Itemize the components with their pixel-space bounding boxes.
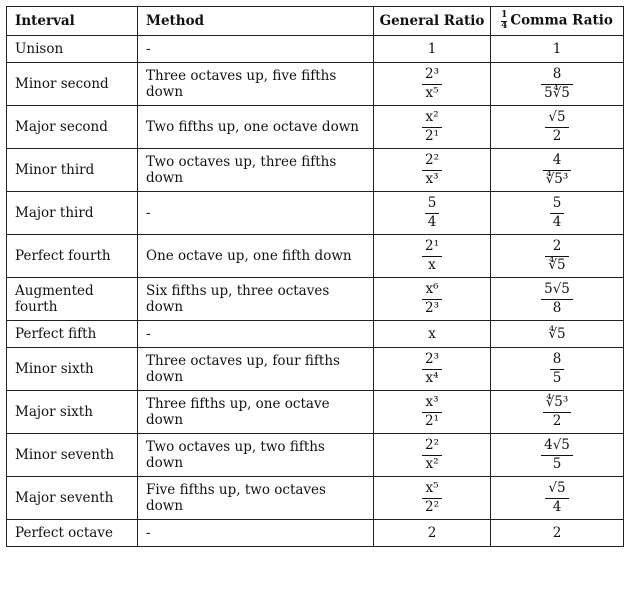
interval-name: Minor third xyxy=(7,149,138,192)
table-row xyxy=(7,477,624,520)
fraction-denominator: 5 xyxy=(552,369,562,386)
comma-ratio-fraction xyxy=(545,110,568,144)
general-ratio-cell xyxy=(374,36,491,63)
general-ratio-cell xyxy=(374,192,491,235)
comma-ratio-cell xyxy=(491,321,624,348)
comma-ratio-cell xyxy=(491,477,624,520)
fraction-denominator: 2¹ xyxy=(424,412,439,429)
method-cell: One octave up, one fifth down xyxy=(138,235,374,278)
interval-name: Major seventh xyxy=(7,477,138,520)
fraction-denominator: 5∜5 xyxy=(544,84,570,101)
comma-ratio-cell xyxy=(491,348,624,391)
general-ratio-fraction xyxy=(422,153,442,187)
general-ratio-fraction xyxy=(425,196,440,230)
table-row xyxy=(7,348,624,391)
method-cell: - xyxy=(138,36,374,63)
fraction-numerator: 2³ xyxy=(422,352,442,370)
comma-ratio-fraction xyxy=(545,481,568,515)
general-ratio-fraction xyxy=(422,282,442,316)
interval-name: Major third xyxy=(7,192,138,235)
fraction-numerator: 5 xyxy=(550,196,565,214)
table-row xyxy=(7,391,624,434)
table-row xyxy=(7,36,624,63)
header-comma-ratio xyxy=(491,7,624,36)
fraction-numerator: x⁶ xyxy=(422,282,442,300)
fraction-numerator: x⁵ xyxy=(422,481,442,499)
fraction-numerator: 5 xyxy=(425,196,440,214)
interval-name: Major sixth xyxy=(7,391,138,434)
comma-ratio-fraction xyxy=(550,196,565,230)
method-cell: Three octaves up, four fifths down xyxy=(138,348,374,391)
general-ratio-cell xyxy=(374,106,491,149)
method-cell: Two octaves up, three fifths down xyxy=(138,149,374,192)
comma-ratio-cell xyxy=(491,434,624,477)
general-ratio-cell xyxy=(374,434,491,477)
general-ratio-fraction xyxy=(422,239,442,273)
table-header-row xyxy=(7,7,624,36)
general-ratio-cell xyxy=(374,348,491,391)
interval-name: Minor second xyxy=(7,63,138,106)
interval-name: Perfect octave xyxy=(7,520,138,547)
general-ratio-cell xyxy=(374,391,491,434)
quarter-fraction xyxy=(501,11,507,31)
comma-ratio-cell xyxy=(491,278,624,321)
method-cell: Six fifths up, three octaves down xyxy=(138,278,374,321)
comma-ratio-fraction xyxy=(545,239,568,273)
general-ratio-cell xyxy=(374,63,491,106)
table-row xyxy=(7,192,624,235)
fraction-numerator: 4 xyxy=(543,153,572,171)
interval-name: Unison xyxy=(7,36,138,63)
table-body xyxy=(7,36,624,547)
table-row xyxy=(7,106,624,149)
fraction-numerator: x² xyxy=(422,110,442,128)
fraction-numerator: √5 xyxy=(545,481,568,499)
fraction-numerator: 2 xyxy=(545,239,568,257)
general-ratio-cell xyxy=(374,235,491,278)
method-cell: Three fifths up, one octave down xyxy=(138,391,374,434)
fraction-denominator: 8 xyxy=(552,299,562,316)
method-cell: Two octaves up, two fifths down xyxy=(138,434,374,477)
comma-ratio-cell xyxy=(491,63,624,106)
fraction-numerator: 2³ xyxy=(422,67,442,85)
comma-ratio-value: ∜5 xyxy=(548,326,566,342)
quarter-denominator: 4 xyxy=(501,20,508,31)
comma-ratio-value: 2 xyxy=(552,525,562,541)
general-ratio-cell xyxy=(374,149,491,192)
header-comma-label: Comma Ratio xyxy=(510,12,613,29)
fraction-denominator: x² xyxy=(425,455,439,472)
comma-ratio-cell xyxy=(491,36,624,63)
fraction-numerator: 4√5 xyxy=(541,438,573,456)
fraction-denominator: 4 xyxy=(552,498,562,515)
fraction-denominator: ∜5³ xyxy=(545,170,569,187)
comma-ratio-cell xyxy=(491,149,624,192)
comma-ratio-cell xyxy=(491,235,624,278)
interval-name: Minor sixth xyxy=(7,348,138,391)
general-ratio-value: 1 xyxy=(427,41,437,57)
fraction-denominator: ∜5 xyxy=(548,256,566,273)
fraction-denominator: 2² xyxy=(424,498,439,515)
method-cell: Three octaves up, five fifths down xyxy=(138,63,374,106)
fraction-numerator: ∜5³ xyxy=(543,395,572,413)
general-ratio-value: x xyxy=(428,326,436,342)
table-row xyxy=(7,63,624,106)
fraction-numerator: 8 xyxy=(541,67,573,85)
general-ratio-cell xyxy=(374,278,491,321)
fraction-denominator: x³ xyxy=(425,170,439,187)
header-method: Method xyxy=(138,7,374,36)
fraction-denominator: x⁴ xyxy=(425,369,439,386)
comma-ratio-value: 1 xyxy=(552,41,562,57)
general-ratio-fraction xyxy=(422,395,442,429)
method-cell: - xyxy=(138,520,374,547)
fraction-denominator: x⁵ xyxy=(425,84,439,101)
interval-name: Perfect fourth xyxy=(7,235,138,278)
fraction-denominator: 4 xyxy=(552,213,562,230)
general-ratio-fraction xyxy=(422,481,442,515)
interval-name: Perfect fifth xyxy=(7,321,138,348)
fraction-denominator: x xyxy=(428,256,436,273)
general-ratio-value: 2 xyxy=(427,525,437,541)
comma-ratio-fraction xyxy=(543,153,572,187)
quarter-numerator: 1 xyxy=(501,10,508,21)
comma-ratio-fraction xyxy=(543,395,572,429)
method-cell: - xyxy=(138,192,374,235)
fraction-denominator: 2³ xyxy=(424,299,439,316)
interval-ratio-table xyxy=(6,6,624,547)
fraction-denominator: 2 xyxy=(552,127,562,144)
comma-ratio-fraction xyxy=(541,67,573,101)
fraction-numerator: x³ xyxy=(422,395,442,413)
general-ratio-fraction xyxy=(422,110,442,144)
general-ratio-fraction xyxy=(422,352,442,386)
comma-ratio-cell xyxy=(491,192,624,235)
table-row xyxy=(7,278,624,321)
fraction-numerator: 2¹ xyxy=(422,239,442,257)
general-ratio-cell xyxy=(374,477,491,520)
interval-name: Minor seventh xyxy=(7,434,138,477)
comma-ratio-fraction xyxy=(541,282,573,316)
general-ratio-fraction xyxy=(422,438,442,472)
interval-name: Augmented fourth xyxy=(7,278,138,321)
comma-ratio-cell xyxy=(491,106,624,149)
header-interval: Interval xyxy=(7,7,138,36)
general-ratio-cell xyxy=(374,520,491,547)
table-row xyxy=(7,149,624,192)
fraction-numerator: 8 xyxy=(550,352,565,370)
fraction-denominator: 2¹ xyxy=(424,127,439,144)
fraction-numerator: 5√5 xyxy=(541,282,573,300)
table-row xyxy=(7,235,624,278)
fraction-denominator: 4 xyxy=(427,213,437,230)
comma-ratio-fraction xyxy=(550,352,565,386)
table-row xyxy=(7,434,624,477)
fraction-denominator: 2 xyxy=(552,412,562,429)
fraction-numerator: 2² xyxy=(422,438,442,456)
comma-ratio-fraction xyxy=(541,438,573,472)
comma-ratio-cell xyxy=(491,391,624,434)
fraction-numerator: √5 xyxy=(545,110,568,128)
comma-ratio-cell xyxy=(491,520,624,547)
interval-name: Major second xyxy=(7,106,138,149)
method-cell: - xyxy=(138,321,374,348)
fraction-denominator: 5 xyxy=(552,455,562,472)
general-ratio-cell xyxy=(374,321,491,348)
table-row xyxy=(7,321,624,348)
table-row xyxy=(7,520,624,547)
fraction-numerator: 2² xyxy=(422,153,442,171)
method-cell: Five fifths up, two octaves down xyxy=(138,477,374,520)
method-cell: Two fifths up, one octave down xyxy=(138,106,374,149)
header-general-ratio: General Ratio xyxy=(374,7,491,36)
general-ratio-fraction xyxy=(422,67,442,101)
